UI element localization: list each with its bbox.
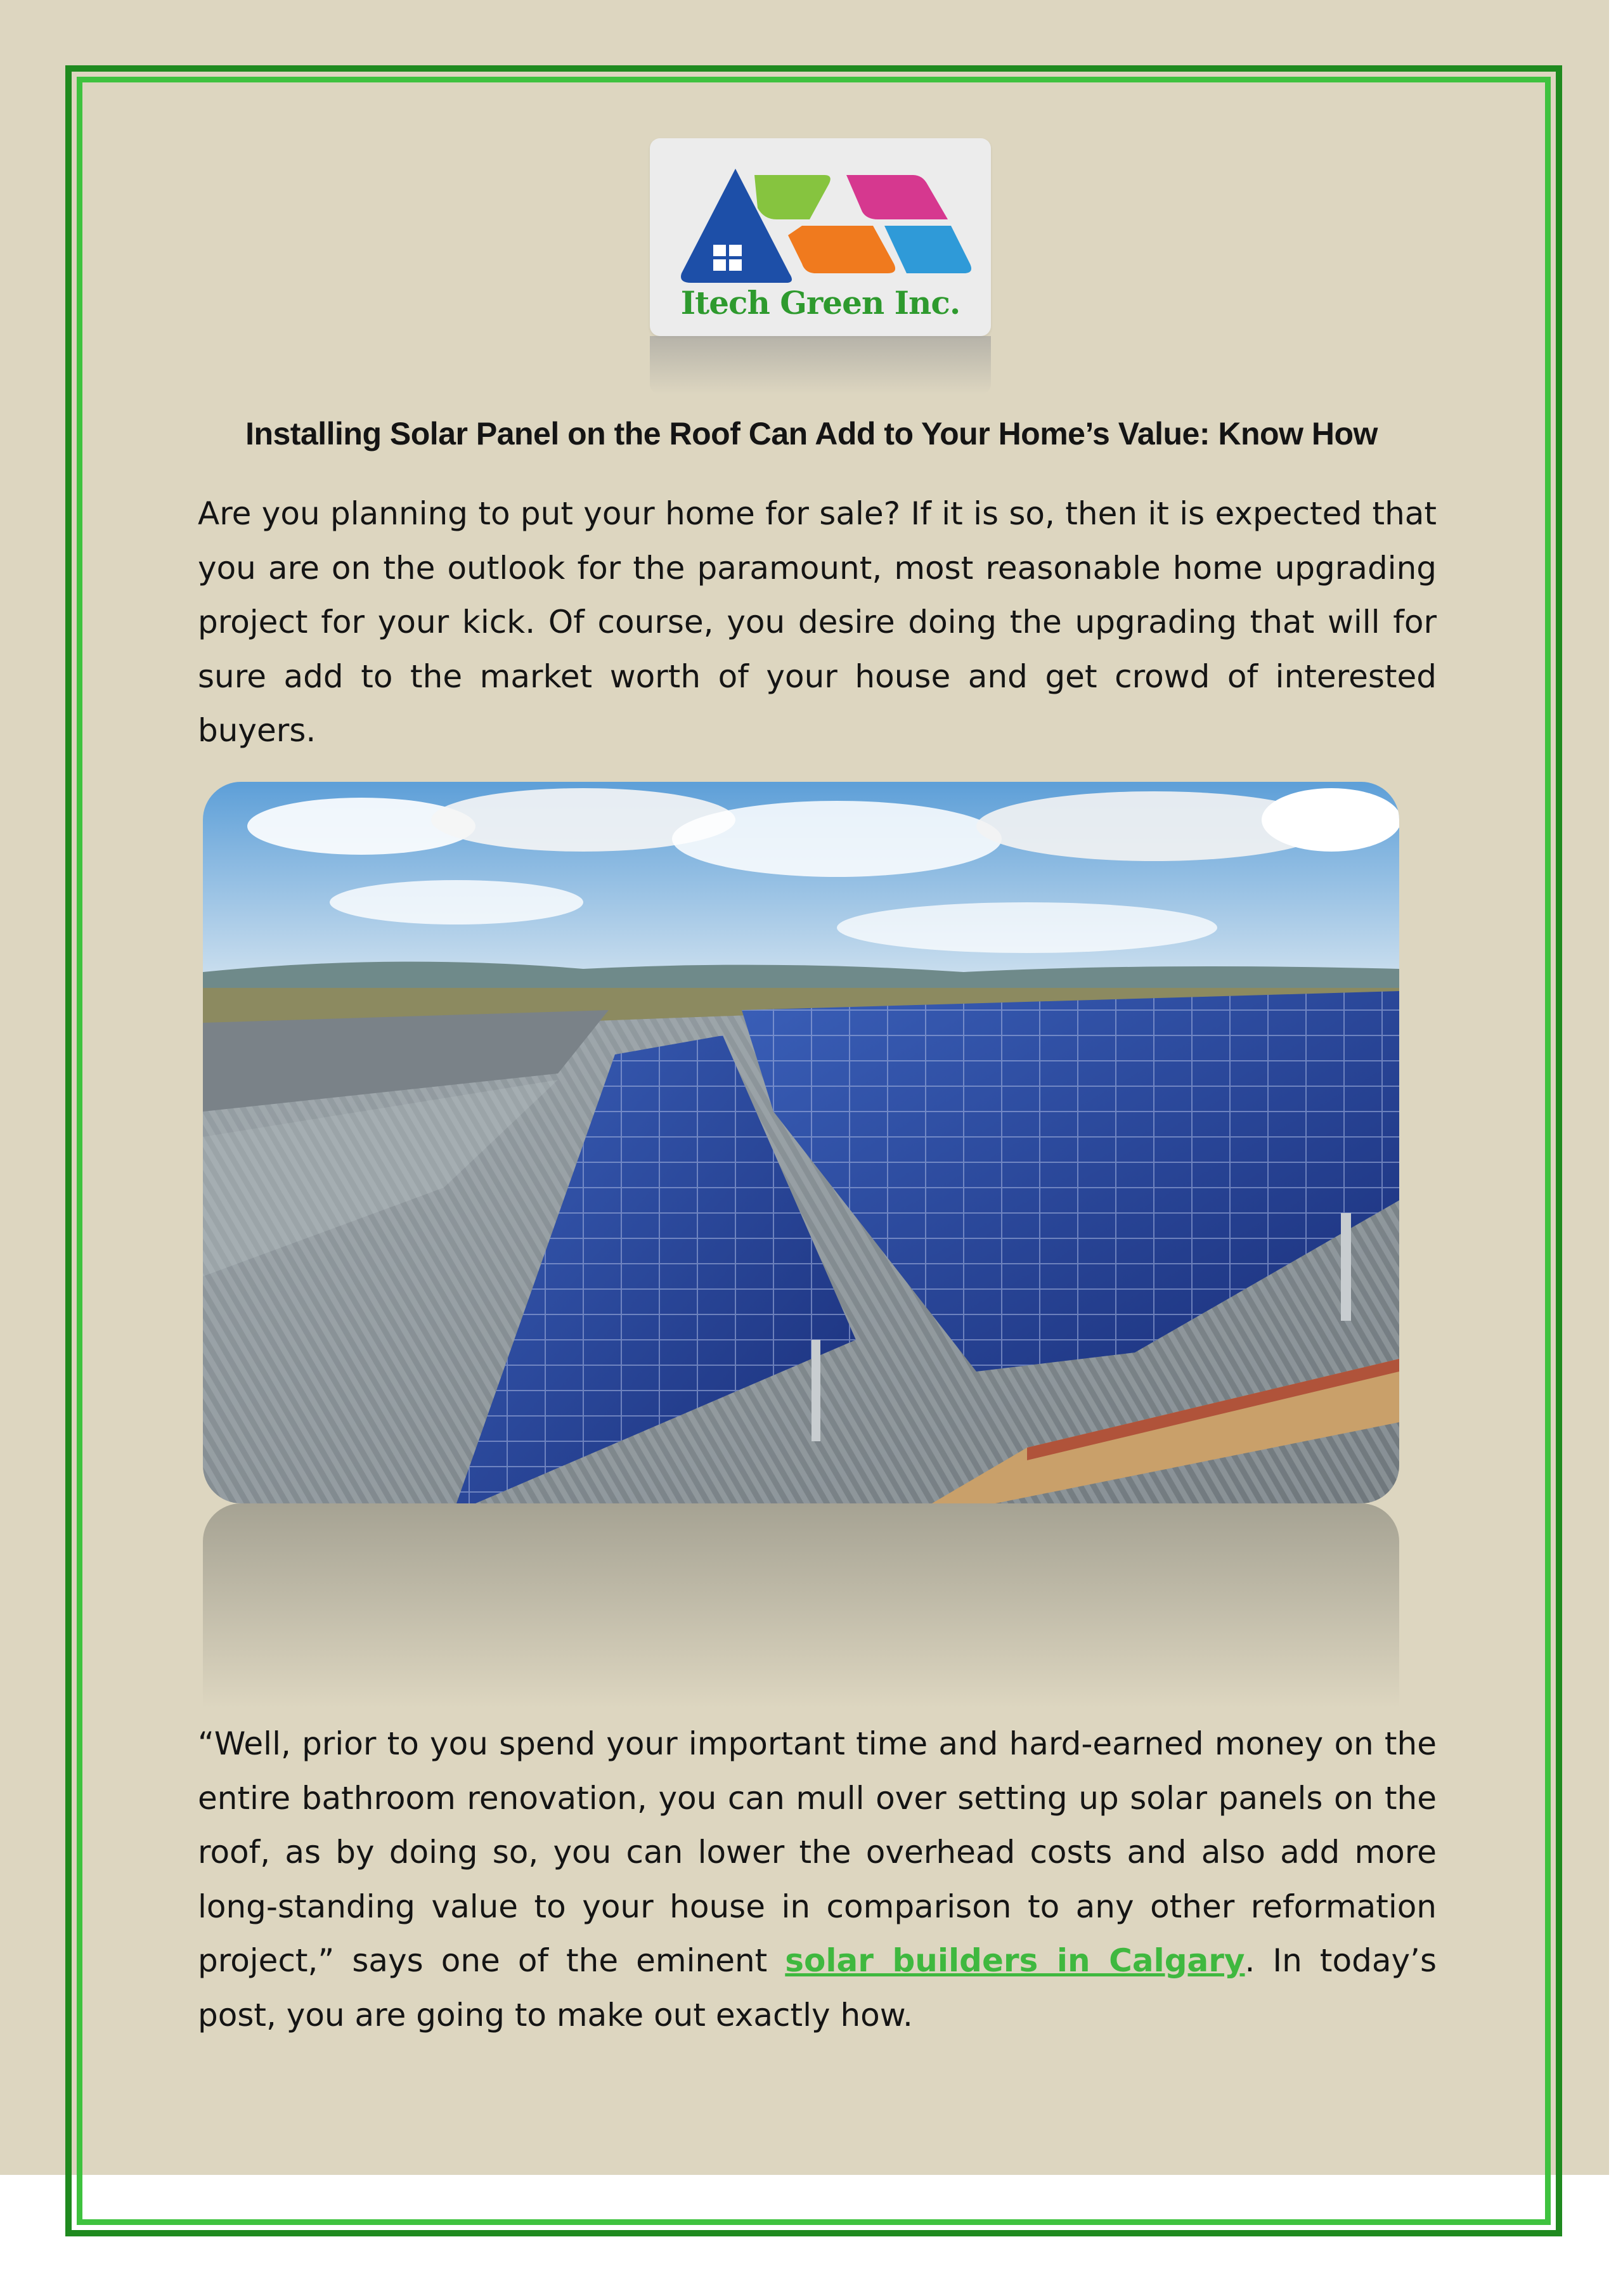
- company-logo: [650, 138, 991, 336]
- roof-logo-icon: [669, 156, 973, 289]
- intro-paragraph: Are you planning to put your home for sale? If it is so, then it is expected that you are on the outlook for the paramount, most reasonable home upgrading project for your kick. Of course, you desire doing the upgrading that will for sure add to the market worth of your house and get crowd of interested buyers.: [198, 495, 1437, 749]
- logo-wordmark: Itech Green Inc.: [680, 284, 960, 321]
- solar-roof-photo: [203, 782, 1399, 1503]
- article-title: Installing Solar Panel on the Roof Can Add to Your Home’s Value: Know How: [245, 416, 1378, 451]
- quote-ending: . In today’s post, you are going to make out exactly how.: [198, 1942, 1437, 2033]
- photo-reflection: [203, 1503, 1399, 1719]
- logo-reflection: [650, 336, 991, 394]
- solar-panels-image: [203, 782, 1399, 1503]
- quote-paragraph: [198, 1717, 1437, 2042]
- solar-builders-link[interactable]: solar builders in Calgary: [785, 1942, 1245, 1979]
- quote-text: “Well, prior to you spend your important time and hard-earned money on the entire bathroom renovation, you can mull over setting up solar panels on the roof, as by doing so, you can lower the overhead costs and also add more long-standing value to your house in comparison to any other reformation project,” says one of the eminent: [198, 1725, 1437, 1979]
